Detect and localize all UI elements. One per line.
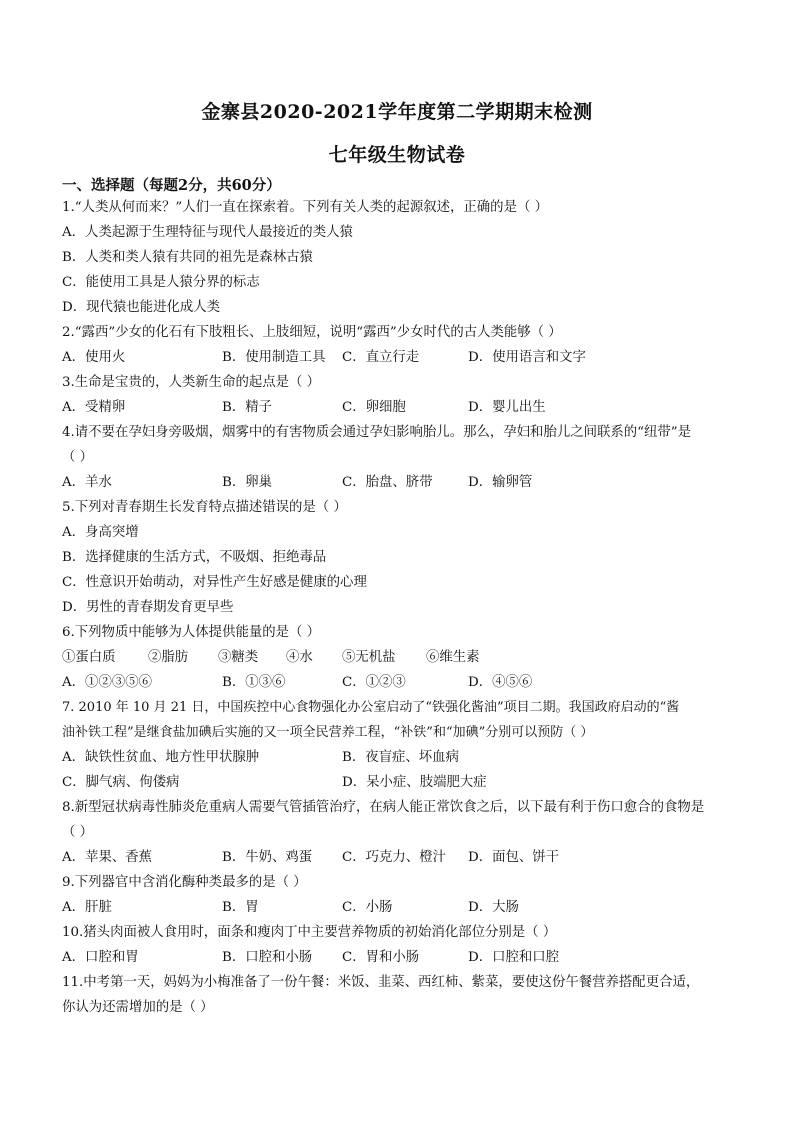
answer-option: B．牛奶、鸡蛋 bbox=[222, 850, 313, 865]
answer-option: D．现代猿也能进化成人类 bbox=[62, 300, 221, 315]
answer-option: A．人类起源于生理特征与现代人最接近的类人猿 bbox=[62, 225, 353, 240]
answer-option: C．脚气病、佝偻病 bbox=[62, 775, 180, 790]
answer-option: B．人类和类人猿有共同的祖先是森林古猿 bbox=[62, 250, 313, 265]
item-choice: ①蛋白质 bbox=[62, 650, 116, 665]
answer-option: B．使用制造工具 bbox=[222, 350, 326, 365]
answer-option: B．选择健康的生活方式，不吸烟、拒绝毒品 bbox=[62, 550, 327, 565]
answer-option: C．①②③ bbox=[342, 675, 406, 690]
answer-option: A．受精卵 bbox=[62, 400, 126, 415]
question-stem: 10.猪头肉面被人食用时，面条和瘦肉丁中主要营养物质的初始消化部位分别是（ ） bbox=[62, 925, 557, 940]
answer-option: A．肝脏 bbox=[62, 900, 112, 915]
answer-option: A．缺铁性贫血、地方性甲状腺肿 bbox=[62, 750, 260, 765]
question-stem: 6.下列物质中能够为人体提供能量的是（ ） bbox=[62, 625, 321, 640]
answer-option: A．使用火 bbox=[62, 350, 126, 365]
answer-option: A．①②③⑤⑥ bbox=[62, 675, 153, 690]
section-heading: 一、选择题（每题2分，共60分） bbox=[62, 177, 281, 194]
answer-option: B．夜盲症、坏血病 bbox=[342, 750, 459, 765]
item-choice: ⑤无机盐 bbox=[342, 650, 396, 665]
question-stem: 2.“露西”少女的化石有下肢粗长、上肢细短，说明“露西”少女时代的古人类能够（ ） bbox=[62, 325, 562, 340]
answer-option: C．性意识开始萌动，对异性产生好感是健康的心理 bbox=[62, 575, 367, 590]
answer-option: C．巧克力、橙汁 bbox=[342, 850, 446, 865]
answer-option: D．大肠 bbox=[468, 900, 519, 915]
question-stem: 11.中考第一天，妈妈为小梅准备了一份午餐：米饭、韭菜、西红柿、紫菜，要使这份午餐营养搭配更合适， bbox=[62, 975, 700, 990]
answer-option: B．胃 bbox=[222, 900, 259, 915]
question-stem: 3.生命是宝贵的，人类新生命的起点是（ ） bbox=[62, 375, 321, 390]
exam-subtitle: 七年级生物试卷 bbox=[328, 144, 466, 166]
question-stem-continued: 你认为还需增加的是（ ） bbox=[62, 1000, 214, 1015]
answer-option: D．④⑤⑥ bbox=[468, 675, 533, 690]
item-choice: ④水 bbox=[286, 650, 313, 665]
question-stem: 9.下列器官中含消化酶种类最多的是（ ） bbox=[62, 875, 307, 890]
item-choice: ⑥维生素 bbox=[426, 650, 480, 665]
question-stem-continued: （ ） bbox=[62, 450, 94, 465]
answer-option: A．苹果、香蕉 bbox=[62, 850, 153, 865]
answer-option: C．能使用工具是人猿分界的标志 bbox=[62, 275, 260, 290]
answer-option: D．输卵管 bbox=[468, 475, 533, 490]
answer-option: B．口腔和小肠 bbox=[222, 950, 313, 965]
question-stem-continued: （ ） bbox=[62, 825, 94, 840]
answer-option: D．面包、饼干 bbox=[468, 850, 560, 865]
item-choice: ②脂肪 bbox=[148, 650, 189, 665]
answer-option: D．呆小症、肢端肥大症 bbox=[342, 775, 487, 790]
answer-option: D．男性的青春期发育更早些 bbox=[62, 600, 234, 615]
question-stem: 5.下列对青春期生长发育特点描述错误的是（ ） bbox=[62, 500, 347, 515]
answer-option: C．卵细胞 bbox=[342, 400, 406, 415]
answer-option: B．①③⑥ bbox=[222, 675, 286, 690]
question-stem: 8.新型冠状病毒性肺炎危重病人需要气管插管治疗，在病人能正常饮食之后，以下最有利于伤口愈合的食物是 bbox=[62, 800, 705, 815]
question-stem: 7. 2010 年 10 月 21 日，中国疾控中心食物强化办公室启动了“铁强化酱油”项目二期。我国政府启动的“酱 bbox=[62, 700, 680, 715]
question-stem-continued: 油补铁工程”是继食盐加碘后实施的又一项全民营养工程，“补铁”和“加碘”分别可以预防（ ） bbox=[62, 725, 594, 740]
answer-option: B．精子 bbox=[222, 400, 273, 415]
item-choice: ③糖类 bbox=[218, 650, 259, 665]
answer-option: C．直立行走 bbox=[342, 350, 420, 365]
answer-option: B．卵巢 bbox=[222, 475, 273, 490]
answer-option: C．胎盘、脐带 bbox=[342, 475, 433, 490]
answer-option: D．口腔和口腔 bbox=[468, 950, 560, 965]
question-stem: 1.“人类从何而来？”人们一直在探索着。下列有关人类的起源叙述，正确的是（ ） bbox=[62, 200, 549, 215]
answer-option: A．羊水 bbox=[62, 475, 112, 490]
answer-option: D．婴儿出生 bbox=[468, 400, 546, 415]
question-stem: 4.请不要在孕妇身旁吸烟，烟雾中的有害物质会通过孕妇影响胎儿。那么，孕妇和胎儿之间联系的“纽带”是 bbox=[62, 425, 692, 440]
answer-option: A．口腔和胃 bbox=[62, 950, 139, 965]
answer-option: D．使用语言和文字 bbox=[468, 350, 586, 365]
answer-option: A．身高突增 bbox=[62, 525, 139, 540]
answer-option: C．胃和小肠 bbox=[342, 950, 420, 965]
answer-option: C．小肠 bbox=[342, 900, 393, 915]
exam-title: 金寨县2020-2021学年度第二学期期末检测 bbox=[201, 101, 593, 123]
